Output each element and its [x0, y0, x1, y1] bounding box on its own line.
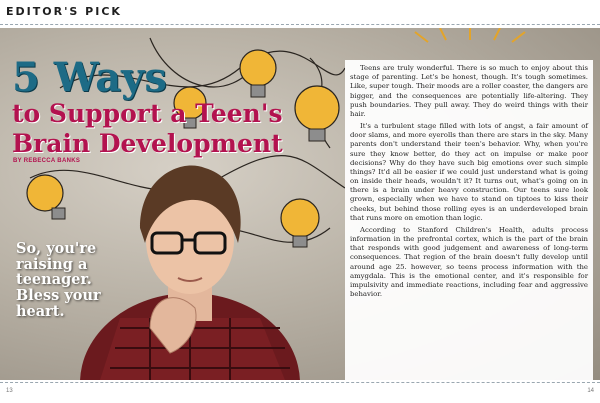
footer-rule — [0, 382, 600, 383]
section-label: EDITOR'S PICK — [6, 5, 122, 18]
byline: BY REBECCA BANKS — [13, 158, 81, 164]
deck-text: So, you're raising a teenager. Bless your heart. — [16, 240, 101, 320]
article-body — [345, 60, 593, 380]
headline-line-1: 5 Ways — [12, 54, 167, 101]
photo-spread — [0, 28, 600, 380]
body-paragraph: According to Stanford Children's Health, adults process information in the prefrontal cortex, which is the part of the brain that responds with good judgement and awareness of long-term consequences. That region of the brain doesn't fully develop until around age 25. however, so teens process information with the amygdala. This is the emotional center, and it's responsible for impulsivity and immediate reactions, including fear and aggressive behavior. — [350, 225, 588, 299]
body-paragraph: Teens are truly wonderful. There is so much to enjoy about this stage of parenting. Let's be honest, though. It's tough sometimes. Like, super tough. Their moods are a roller coaster, the dangers are bigger, and the consequences are potentially life-altering. They push boundaries. They pull away. They do weird things with their hair. — [350, 64, 588, 118]
body-paragraph: It's a turbulent stage filled with lots of angst, a fair amount of door slams, and more eyerolls than there are stars in the sky. Many parents don't understand their teen's behavior. Why, when you're sure they know better, do they act on impulse or make poor decisions? Why do they have such big emotions over such simple things? It'd all be easier if we could just understand what is going on inside their heads, wouldn't it? It turns out, what's going on in there is a brain under heavy construction. Our teens sure look grown, especially when we have to stand on tiptoes to kiss their cheeks, but behind those rolling eyes is an underdeveloped brain that runs more on emotion than logic. — [350, 122, 588, 222]
lightbulb-icon — [281, 199, 319, 247]
lightbulb-icon — [27, 175, 65, 219]
page-number-left: 13 — [6, 388, 13, 394]
header-rule — [0, 24, 600, 26]
lightbulb-icon — [295, 86, 339, 141]
headline-line-3: Brain Development — [12, 129, 283, 158]
lightbulb-icon — [240, 50, 276, 97]
headline-line-2: to Support a Teen's — [12, 99, 283, 128]
page-number-right: 14 — [587, 388, 594, 394]
header-bar — [0, 0, 600, 26]
